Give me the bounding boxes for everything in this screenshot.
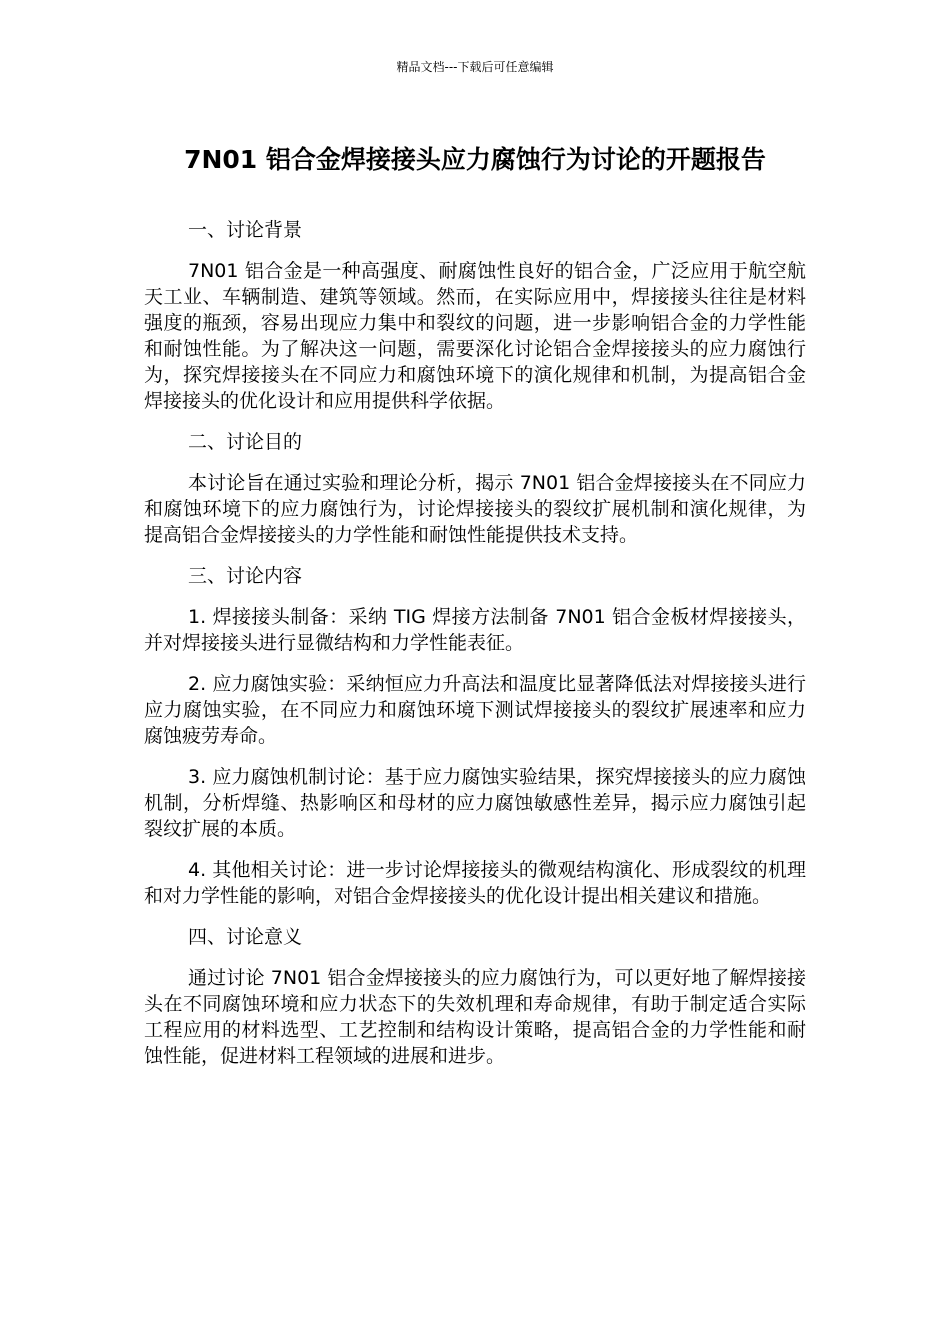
paragraph-background: 7N01 铝合金是一种高强度、耐腐蚀性良好的铝合金，广泛应用于航空航天工业、车辆制造、建筑等领域。然而，在实际应用中，焊接接头往往是材料强度的瓶颈，容易出现应力集中和裂纹的问题，进一步影响铝合金的力学性能和耐蚀性能。为了解决这一问题，需要深化讨论铝合金焊接接头的应力腐蚀行为，探究焊接接头在不同应力和腐蚀环境下的演化规律和机制，为提高铝合金焊接接头的优化设计和应用提供科学依据。 <box>144 260 806 412</box>
paragraph-significance: 通过讨论 7N01 铝合金焊接接头的应力腐蚀行为，可以更好地了解焊接接头在不同腐蚀环境和应力状态下的失效机理和寿命规律，有助于制定适合实际工程应用的材料选型、工艺控制和结构设计策略，提高铝合金的力学性能和耐蚀性能，促进材料工程领域的进展和进步。 <box>144 967 806 1067</box>
paragraph-content-item-1: 1. 焊接接头制备：采纳 TIG 焊接方法制备 7N01 铝合金板材焊接接头，并对焊接接头进行显微结构和力学性能表征。 <box>144 606 806 654</box>
paragraph-content-item-3: 3. 应力腐蚀机制讨论：基于应力腐蚀实验结果，探究焊接接头的应力腐蚀机制，分析焊缝、热影响区和母材的应力腐蚀敏感性差异，揭示应力腐蚀引起裂纹扩展的本质。 <box>144 766 806 840</box>
paragraph-content-item-4: 4. 其他相关讨论：进一步讨论焊接接头的微观结构演化、形成裂纹的机理和对力学性能的影响，对铝合金焊接接头的优化设计提出相关建议和措施。 <box>144 859 806 907</box>
document-body <box>144 217 806 1084</box>
paragraph-purpose: 本讨论旨在通过实验和理论分析，揭示 7N01 铝合金焊接接头在不同应力和腐蚀环境下的应力腐蚀行为，讨论焊接接头的裂纹扩展机制和演化规律，为提高铝合金焊接接头的力学性能和耐蚀性能提供技术支持。 <box>144 472 806 546</box>
paragraph-content-item-2: 2. 应力腐蚀实验：采纳恒应力升高法和温度比显著降低法对焊接接头进行应力腐蚀实验，在不同应力和腐蚀环境下测试焊接接头的裂纹扩展速率和应力腐蚀疲劳寿命。 <box>144 673 806 747</box>
section-heading-purpose: 二、讨论目的 <box>188 431 303 453</box>
document-title: 7N01 铝合金焊接接头应力腐蚀行为讨论的开题报告 <box>184 145 766 174</box>
section-heading-significance: 四、讨论意义 <box>188 926 303 948</box>
section-heading-content: 三、讨论内容 <box>188 565 303 587</box>
section-heading-background: 一、讨论背景 <box>188 219 303 241</box>
page-header: 精品文档---下载后可任意编辑 <box>396 60 554 74</box>
